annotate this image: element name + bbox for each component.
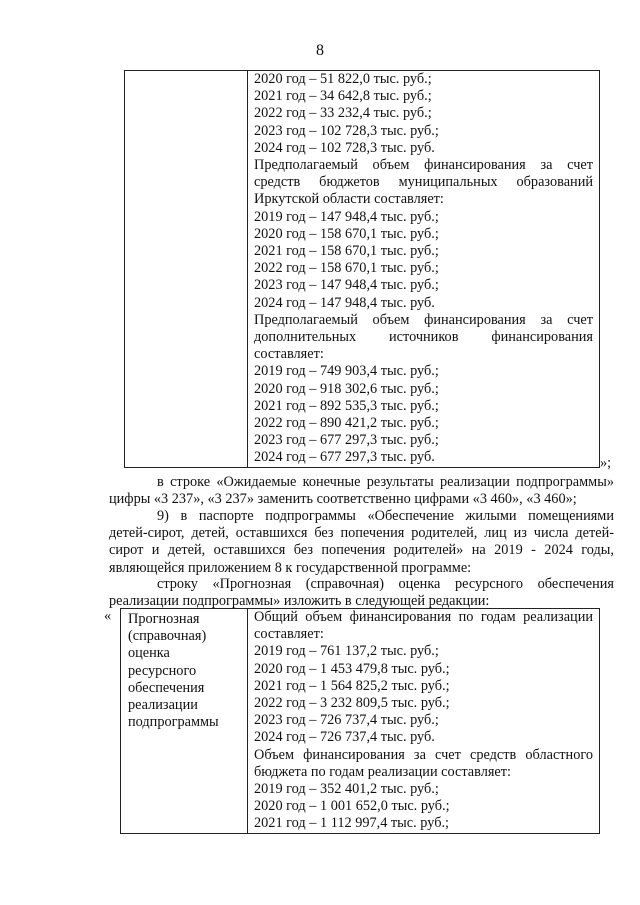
- table1-line: 2019 год – 749 903,4 тыс. руб.;: [254, 363, 439, 380]
- table1-line: Иркутской области составляет:: [254, 191, 444, 208]
- table2-right-cell: [248, 609, 600, 834]
- table2-right-line: 2021 год – 1 564 825,2 тыс. руб.;: [254, 677, 450, 694]
- table2-right-line: Общий объем финансирования по годам реализации: [254, 609, 593, 625]
- table2-left-line: Прогнозная: [128, 611, 200, 627]
- table1-line: 2024 год – 147 948,4 тыс. руб.: [254, 294, 435, 311]
- table1-line: 2022 год – 33 232,4 тыс. руб.;: [254, 105, 432, 122]
- table1-line: 2021 год – 892 535,3 тыс. руб.;: [254, 397, 439, 414]
- financing-table-continued: [124, 70, 600, 468]
- paragraph-item-9: [109, 508, 614, 577]
- table1-line: дополнительных источников финансирования: [254, 329, 593, 346]
- table2-right-line: 2019 год – 761 137,2 тыс. руб.;: [254, 643, 439, 660]
- table2-left-cell: [121, 609, 248, 834]
- table2-left-line: реализации: [128, 697, 198, 714]
- table1-line: 2019 год – 147 948,4 тыс. руб.;: [254, 208, 439, 225]
- table2-right-line: 2024 год – 726 737,4 тыс. руб.: [254, 729, 435, 746]
- table1-line: 2022 год – 890 421,2 тыс. руб.;: [254, 415, 439, 432]
- table2-left-line: оценка: [128, 645, 170, 662]
- paragraph-line: в строке «Ожидаемые конечные результаты реализации подпрограммы»: [157, 474, 614, 490]
- table1-line: 2024 год – 102 728,3 тыс. руб.: [254, 139, 435, 156]
- closing-quote-mark: »;: [600, 455, 612, 471]
- table1-line: 2020 год – 918 302,6 тыс. руб.;: [254, 380, 439, 397]
- table2-right-line: бюджета по годам реализации составляет:: [254, 763, 511, 780]
- page-number: 8: [316, 42, 324, 59]
- paragraph-line: являющейся приложением 8 к государственной программе:: [109, 559, 472, 576]
- paragraph-line: строку «Прогнозная (справочная) оценка ресурсного обеспечения: [157, 576, 614, 592]
- table1-line: 2022 год – 158 670,1 тыс. руб.;: [254, 260, 439, 277]
- paragraph-expected-results: [109, 474, 614, 508]
- paragraph-forecast-row: [109, 576, 614, 610]
- table1-line: 2023 год – 102 728,3 тыс. руб.;: [254, 122, 439, 139]
- table1-line: составляет:: [254, 346, 324, 363]
- table2-left-line: подпрограммы: [128, 714, 219, 731]
- opening-quote-mark: «: [104, 608, 112, 624]
- table2-right-line: составляет:: [254, 626, 324, 643]
- table1-line: Предполагаемый объем финансирования за счет: [254, 311, 593, 328]
- table2-right-line: 2019 год – 352 401,2 тыс. руб.;: [254, 781, 439, 798]
- table2-left-line: обеспечения: [128, 679, 205, 696]
- table1-line: 2021 год – 158 670,1 тыс. руб.;: [254, 243, 439, 260]
- table1-line: 2023 год – 147 948,4 тыс. руб.;: [254, 277, 439, 294]
- table1-line: 2023 год – 677 297,3 тыс. руб.;: [254, 432, 439, 449]
- forecast-financing-table: [120, 608, 600, 834]
- paragraph-line: реализации подпрограммы» изложить в следующей редакции:: [109, 593, 490, 610]
- table2-left-line: ресурсного: [128, 662, 197, 679]
- paragraph-line: сирот и детей, оставшихся без попечения родителей» на 2019 - 2024 годы,: [109, 542, 614, 559]
- table1-line: 2021 год – 34 642,8 тыс. руб.;: [254, 88, 432, 105]
- table2-right-line: 2020 год – 1 453 479,8 тыс. руб.;: [254, 660, 450, 677]
- paragraph-line: цифры «3 237», «3 237» заменить соответственно цифрами «3 460», «3 460»;: [109, 491, 577, 508]
- table1-right-cell: [248, 71, 600, 468]
- table1-line: 2024 год – 677 297,3 тыс. руб.: [254, 449, 435, 466]
- table1-line: Предполагаемый объем финансирования за счет: [254, 157, 593, 174]
- table2-right-line: 2020 год – 1 001 652,0 тыс. руб.;: [254, 798, 450, 815]
- table2-right-line: Объем финансирования за счет средств областного: [254, 746, 593, 763]
- table1-left-cell: [125, 71, 248, 468]
- table2-right-line: 2021 год – 1 112 997,4 тыс. руб.;: [254, 815, 450, 832]
- table1-line: средств бюджетов муниципальных образований: [254, 174, 593, 191]
- table2-right-line: 2023 год – 726 737,4 тыс. руб.;: [254, 712, 439, 729]
- paragraph-line: 9) в паспорте подпрограммы «Обеспечение жилыми помещениями: [157, 508, 614, 524]
- table2-left-line: (справочная): [128, 628, 207, 645]
- table1-line: 2020 год – 158 670,1 тыс. руб.;: [254, 225, 439, 242]
- paragraph-line: детей-сирот, детей, оставшихся без попечения родителей, лиц из числа детей-: [109, 525, 614, 542]
- table2-right-line: 2022 год – 3 232 809,5 тыс. руб.;: [254, 695, 450, 712]
- table1-line: 2020 год – 51 822,0 тыс. руб.;: [254, 71, 432, 87]
